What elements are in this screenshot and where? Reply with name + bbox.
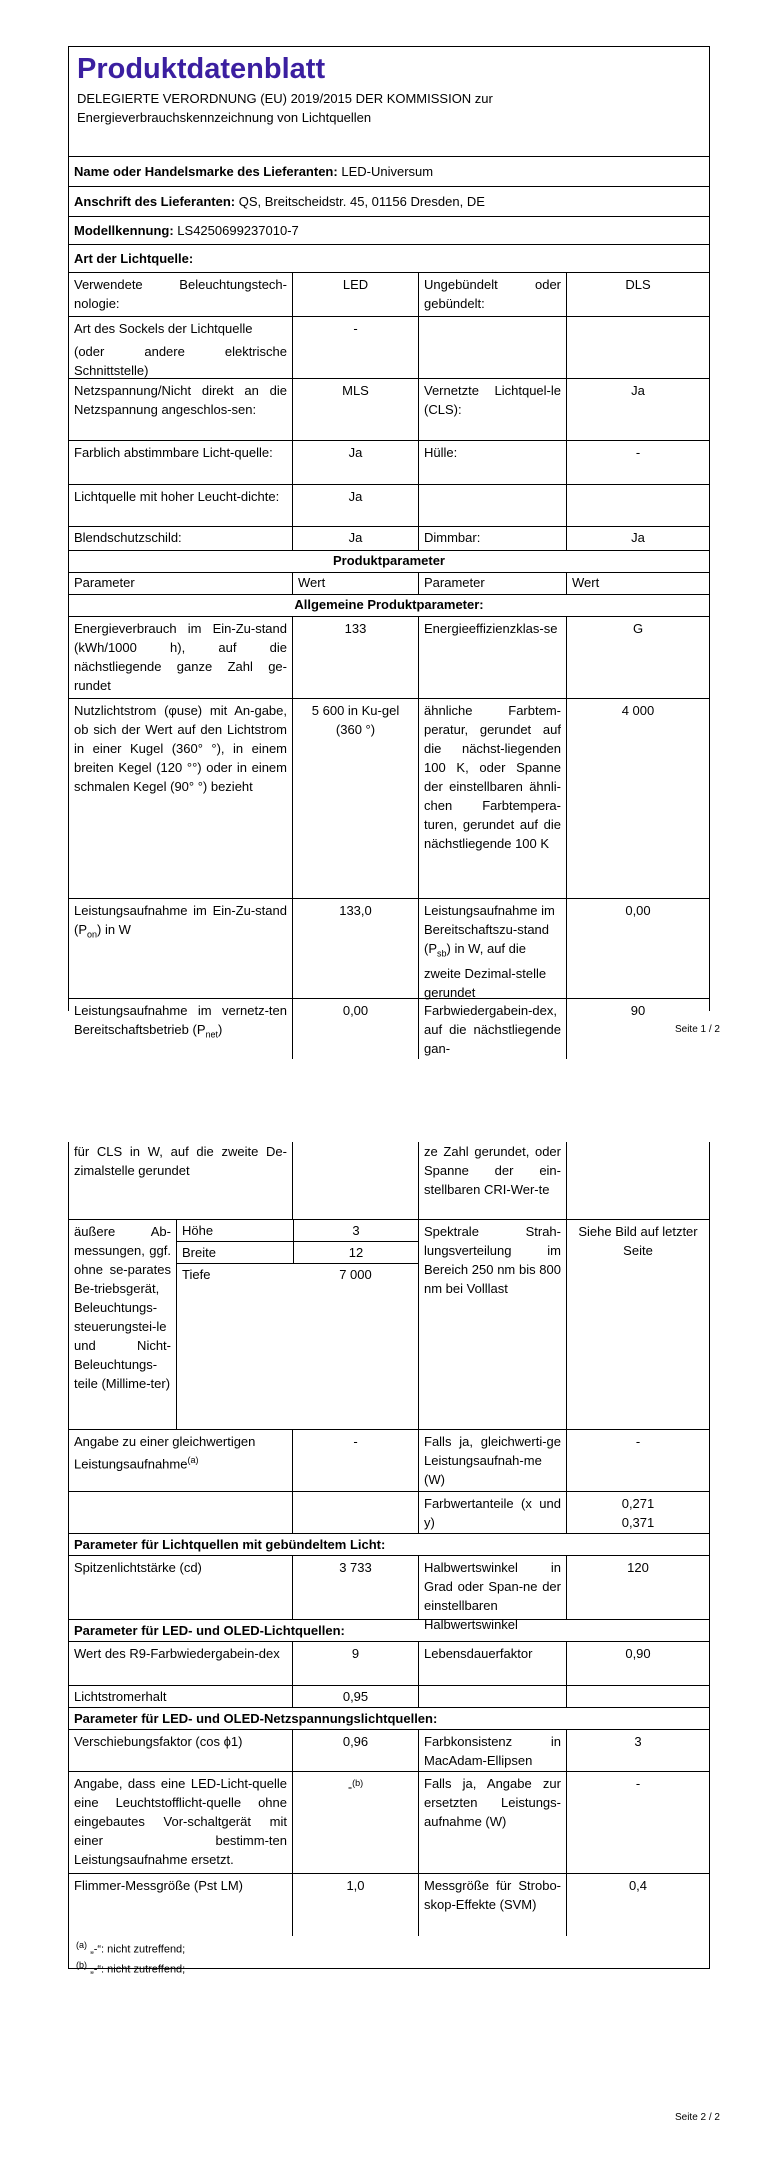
retrofit-power-value: - [635,1776,641,1791]
chromaticity-label: Farbwertanteile (x und y) [419,1492,567,1533]
page-2 [0,1080,768,2172]
col-header-param-2: Parameter [419,573,567,594]
mains-label: Netzspannung/Nicht direkt an die Netzspannung angeschlos-sen: [69,379,293,440]
supplier-name-value: LED-Universum [341,164,434,179]
retrofit-claim-value: -$^{(b)}$ [293,1772,419,1873]
on-mode-power-value: 133,0 [293,899,419,998]
width-row [177,1242,418,1264]
peak-intensity-label: Spitzenlichtstärke (cd) [69,1556,293,1619]
svm-value: 0,4 [628,1878,648,1893]
high-luminance-value: Ja [293,485,419,526]
lumen-maintenance-value: 0,95 [293,1686,419,1707]
table-row [69,485,709,527]
col-header-value-2: Wert [572,575,600,590]
depth-row [177,1264,418,1430]
table-row [69,1686,709,1708]
dimensions-label: äußere Ab-messungen, ggf. ohne se-parates Be-triebsgerät, Beleuchtungs-steuerungstei-le und Nicht-Beleuchtungs-teile (Millime-ter) [69,1220,177,1429]
table-row [69,317,709,379]
supplier-address-value: QS, Breitscheidstr. 45, 01156 Dresden, DE [238,194,485,209]
useful-flux-value: 5 600 in Ku-gel (360 °) [293,699,419,898]
survival-factor-value: 0,90 [625,1646,651,1661]
equivalent-power-value: - [293,1430,419,1491]
led-params-heading: Parameter für LED- und OLED-Lichtquellen: [69,1620,709,1642]
col-header-param: Parameter [69,573,293,594]
r9-value: 9 [293,1642,419,1685]
table-row [69,1772,709,1874]
table-row [69,273,709,317]
svm-label: Messgröße für Strobo-skop-Effekte (SVM) [419,1874,567,1936]
cri-value: 90 [630,1003,646,1018]
supplier-name-row [69,157,709,187]
table-row [69,527,709,551]
retrofit-claim-label: Angabe, dass eine LED-Licht-quelle eine Leuchtstofflicht-quelle ohne eingebautes Vor-schaltgerät mit einer bestimm-ten Leistungsaufnahme ersetzt. [69,1772,293,1873]
socket-value: - [293,317,419,378]
column-header-row [69,573,709,595]
general-params-heading: Allgemeine Produktparameter: [69,595,709,617]
width-value: 12 [293,1242,418,1263]
glare-shield-value: Ja [293,527,419,550]
table-row [69,617,709,699]
chromaticity-value: 0,271 0,371 [621,1496,655,1530]
flicker-metric-value: 1,0 [293,1874,419,1936]
depth-value: 7 000 [339,1267,372,1282]
lumen-maintenance-label: Lichtstromerhalt [69,1686,293,1707]
energy-class-label: Energieeffizienzklas-se [419,617,567,698]
equivalent-power-label: Angabe zu einer gleichwertigen Leistungsaufnahme$^{(a)}$ [69,1430,293,1491]
spectral-distribution-label: Spektrale Strah-lungsverteilung im Bereich 250 nm bis 800 nm bei Volllast [419,1220,567,1429]
table-row [69,999,709,1059]
bundled-value: DLS [625,277,651,292]
technology-label: Verwendete Beleuchtungstech-nologie: [69,273,293,316]
model-row [69,217,709,245]
cri-label-cont: ze Zahl gerundet, oder Spanne der ein-stellbaren CRI-Wer-te [419,1142,567,1219]
high-luminance-label: Lichtquelle mit hoher Leucht-dichte: [69,485,293,526]
table-row [69,899,709,999]
envelope-label: Hülle: [419,441,567,484]
table-row [69,1492,709,1534]
mains-value: MLS [293,379,419,440]
footnote-a: $^{(a)}$ „-“: nicht zutreffend; [76,1940,186,1956]
dimmable-value: Ja [631,530,645,545]
equivalent-power-ifyes-label: Falls ja, gleichwerti-ge Leistungsaufnah-me (W) [419,1430,567,1491]
mains-led-params-heading: Parameter für LED- und OLED-Netzspannungslichtquellen: [69,1708,709,1730]
retrofit-power-label: Falls ja, Angabe zur ersetzten Leistungs-aufnahme (W) [419,1772,567,1873]
height-row [177,1220,418,1242]
table-row [69,441,709,485]
model-label: Modellkennung: [74,223,174,238]
macadam-value: 3 [634,1734,642,1749]
table-row [69,699,709,899]
on-mode-power-label: Leistungsaufnahme im Ein-Zu-stand $(P_{on})$ in W [69,899,293,998]
bundled-params-heading: Parameter für Lichtquellen mit gebündeltem Licht: [69,1534,709,1556]
table-row [69,1220,709,1430]
glare-shield-label: Blendschutzschild: [69,527,293,550]
beam-angle-label: Halbwertswinkel in Grad oder Span-ne der einstellbaren Halbwertswinkel [419,1556,567,1619]
supplier-name-label: Name oder Handelsmarke des Lieferanten: [74,164,338,179]
page-number: Seite 1 / 2 [674,1024,720,1035]
height-label: Höhe [182,1223,214,1238]
survival-factor-label: Lebensdauerfaktor [419,1642,567,1685]
table-row [69,379,709,441]
beam-angle-value: 120 [627,1560,649,1575]
equivalent-power-ifyes-value: - [635,1434,641,1449]
depth-label: Tiefe [182,1267,211,1282]
energy-consumption-label: Energieverbrauch im Ein-Zu-stand (kWh/1000 h), auf die nächstliegende ganze Zahl ge-rundet [69,617,293,698]
supplier-address-row [69,187,709,217]
col-header-value: Wert [293,573,419,594]
tunable-label: Farblich abstimmbare Licht-quelle: [69,441,293,484]
table-row [69,1730,709,1772]
page-title: Produktdatenblatt [77,53,326,85]
table-row [69,1642,709,1686]
flicker-metric-label: Flimmer-Messgröße (Pst LM) [69,1874,293,1936]
model-value: LS4250699237010-7 [177,223,299,238]
type-section-heading: Art der Lichtquelle: [69,245,709,273]
macadam-label: Farbkonsistenz in MacAdam-Ellipsen [419,1730,567,1771]
networked-standby-label: Leistungsaufnahme im vernetz-ten Bereitschaftsbetrieb $(P_{net})$ [69,999,293,1059]
technology-value: LED [293,273,419,316]
product-params-heading: Produktparameter [69,551,709,573]
regulation-subtitle: DELEGIERTE VERORDNUNG (EU) 2019/2015 DER KOMMISSION zur Energieverbrauchskennzeichnung von Lichtquellen [77,91,493,125]
header-block [69,47,709,157]
footnote-b: $^{(b)}$ „-“: nicht zutreffend; [76,1960,186,1976]
page-1 [0,0,768,1080]
dimensions-subtable [177,1220,419,1429]
standby-power-value: 0,00 [625,903,651,918]
useful-flux-label: Nutzlichtstrom (φuse) mit An-gabe, ob sich der Wert auf den Lichtstrom in einer Kugel (360° °), in einem breiten Kegel (120 °°) oder in einem schmalen Kegel (90° °) bezieht [69,699,293,898]
displacement-factor-label: Verschiebungsfaktor (cos ϕ1) [69,1730,293,1771]
spectral-distribution-value: Siehe Bild auf letzter Seite [578,1224,698,1258]
tunable-value: Ja [293,441,419,484]
cct-value: 4 000 [621,703,655,718]
cls-value: Ja [631,383,645,398]
bundled-label: Ungebündelt oder gebündelt: [419,273,567,316]
width-label: Breite [182,1245,216,1260]
envelope-value: - [635,445,641,460]
dimmable-label: Dimmbar: [419,527,567,550]
displacement-factor-value: 0,96 [293,1730,419,1771]
table-row [69,1874,709,1936]
standby-power-label: Leistungsaufnahme im Bereitschaftszu-stand $(P_{sb})$ in W, auf die zweite Dezimal-stelle gerundet [419,899,567,998]
datasheet-table-page-2 [68,1142,710,1969]
table-row [69,1430,709,1492]
socket-label: Art des Sockels der Lichtquelle (oder andere elektrische Schnittstelle) [69,317,293,378]
page-number: Seite 2 / 2 [674,2112,720,2123]
height-value: 3 [293,1220,418,1241]
supplier-address-label: Anschrift des Lieferanten: [74,194,236,209]
networked-standby-label-cont: für CLS in W, auf die zweite De-zimalstelle gerundet [69,1142,293,1219]
cls-label: Vernetzte Lichtquel-le (CLS): [419,379,567,440]
table-row [69,1142,709,1220]
cct-label: ähnliche Farbtem-peratur, gerundet auf die nächst-liegenden 100 K, oder Spanne der einstellbaren ähnli-chen Farbtempera-turen, gerundet auf die nächstliegende 100 K [419,699,567,898]
networked-standby-value: 0,00 [293,999,419,1059]
r9-label: Wert des R9-Farbwiedergabein-dex [69,1642,293,1685]
cri-label: Farbwiedergabein-dex, auf die nächstliegende gan- [419,999,567,1059]
energy-class-value: G [632,621,644,636]
peak-intensity-value: 3 733 [293,1556,419,1619]
energy-consumption-value: 133 [293,617,419,698]
